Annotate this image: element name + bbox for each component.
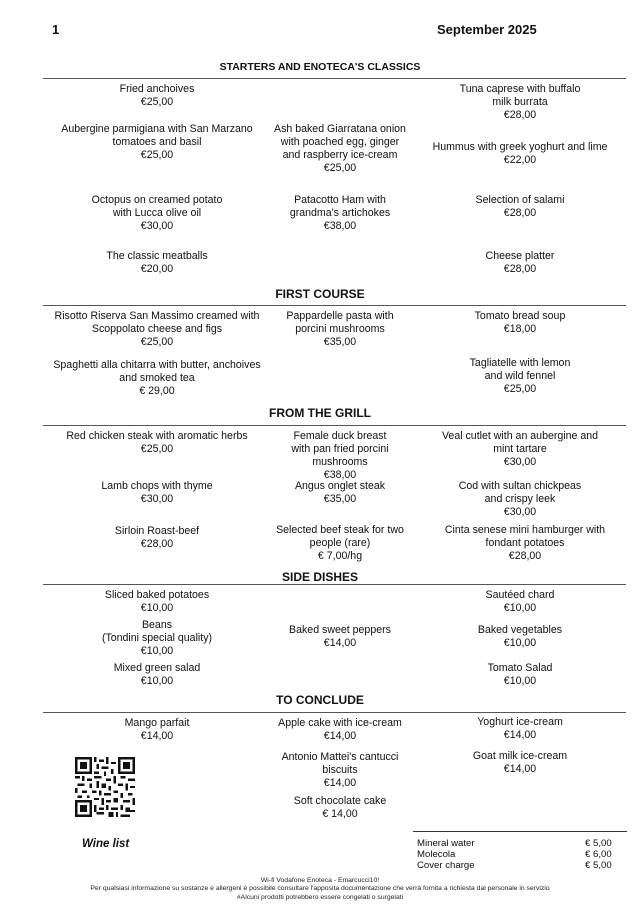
menu-item	[44, 359, 270, 398]
menu-item	[425, 589, 615, 615]
item-name: Cheese platter	[485, 250, 555, 262]
footer-allergens: Per qualsiasi informazione su sostanze e allergeni è possibile consultare l'apposita documentazione che verrà fornita a richiesta dal personale in servizio	[90, 885, 550, 893]
item-price: €14,00	[323, 637, 357, 649]
item-name: Fried anchoives	[119, 83, 195, 95]
item-name: Apple cake with ice-cream	[278, 717, 402, 729]
menu-item	[62, 717, 252, 743]
item-price: €14,00	[323, 777, 357, 789]
item-name: Soft chocolate cake	[293, 795, 387, 807]
item-name: Tagliatelle with lemon and wild fennel	[469, 357, 571, 382]
item-price: €28,00	[503, 207, 537, 219]
item-price: €30,00	[140, 493, 174, 505]
menu-item	[425, 624, 615, 650]
item-name: Cinta senese mini hamburger with fondant potatoes	[444, 524, 606, 549]
item-name: Sirloin Roast-beef	[114, 525, 200, 537]
menu-item	[455, 83, 585, 122]
item-price: €14,00	[503, 763, 537, 775]
item-name: Baked vegetables	[477, 624, 563, 636]
menu-item	[62, 250, 252, 276]
section-title-grill: FROM THE GRILL	[269, 406, 371, 420]
extras-label: Cover charge	[417, 860, 475, 871]
menu-item	[460, 357, 580, 396]
menu-item	[425, 662, 615, 688]
section-divider	[43, 712, 626, 713]
item-name: Angus onglet steak	[294, 480, 386, 492]
menu-item	[425, 716, 615, 742]
item-name: Lamb chops with thyme	[101, 480, 213, 492]
item-price: €30,00	[140, 220, 174, 232]
menu-item	[278, 310, 402, 349]
item-price: €25,00	[140, 336, 174, 348]
item-price: €28,00	[503, 109, 537, 121]
section-divider	[43, 425, 626, 426]
extras-label: Molecola	[417, 849, 456, 860]
item-price: €28,00	[508, 550, 542, 562]
menu-item	[62, 525, 252, 551]
item-name: Antonio Mattei's cantucci biscuits	[281, 751, 399, 776]
menu-item	[425, 250, 615, 276]
menu-item	[268, 717, 412, 743]
item-name: Tomato bread soup	[474, 310, 566, 322]
item-price: €14,00	[323, 730, 357, 742]
item-name: Hummus with greek yoghurt and lime	[432, 141, 608, 153]
item-name: Risotto Riserva San Massimo creamed with Scoppolato cheese and figs	[54, 310, 260, 335]
section-title-to-conclude: TO CONCLUDE	[276, 693, 364, 707]
menu-item	[270, 524, 410, 563]
item-price: €10,00	[503, 675, 537, 687]
item-name: Sautéed chard	[485, 589, 555, 601]
item-name: Tuna caprese with buffalo milk burrata	[459, 83, 581, 108]
item-price: €25,00	[140, 149, 174, 161]
menu-item	[425, 750, 615, 776]
section-divider	[43, 305, 626, 306]
menu-item	[420, 141, 620, 167]
menu-item	[62, 662, 252, 688]
menu-item	[440, 524, 610, 563]
item-name: Patacotto Ham with grandma's artichokes	[289, 194, 391, 219]
item-price: €28,00	[140, 538, 174, 550]
item-name: Mango parfait	[124, 717, 190, 729]
menu-date: September 2025	[437, 22, 537, 37]
item-price: €38,00	[323, 220, 357, 232]
item-price: €25,00	[140, 96, 174, 108]
menu-item	[450, 480, 590, 519]
item-price: €18,00	[503, 323, 537, 335]
item-name: Cod with sultan chickpeas and crispy leek	[458, 480, 582, 505]
menu-item	[268, 795, 412, 821]
extras-table	[413, 831, 627, 871]
item-name: Sliced baked potatoes	[104, 589, 210, 601]
menu-item	[425, 194, 615, 220]
item-price: €30,00	[503, 506, 537, 518]
section-title-starters: STARTERS AND ENOTECA'S CLASSICS	[219, 61, 421, 73]
qr-code[interactable]	[75, 757, 135, 817]
menu-item	[62, 480, 252, 506]
item-price: €10,00	[503, 602, 537, 614]
item-name: Female duck breast with pan fried porcini mushrooms	[291, 430, 389, 468]
item-name: Selected beef steak for two people (rare)	[276, 524, 404, 549]
item-price: € 7,00/hg	[317, 550, 363, 562]
extras-price: € 5,00	[585, 838, 612, 849]
item-name: Ash baked Giarratana onion with poached egg, ginger and raspberry ice-cream	[274, 123, 406, 161]
item-price: €35,00	[323, 336, 357, 348]
item-price: €25,00	[323, 162, 357, 174]
menu-item	[62, 83, 252, 109]
menu-item	[268, 624, 412, 650]
item-name: The classic meatballs	[106, 250, 208, 262]
item-price: €14,00	[140, 730, 174, 742]
extras-price: € 5,00	[585, 860, 612, 871]
menu-item	[62, 619, 252, 658]
extras-label: Mineral water	[417, 838, 475, 849]
footer-wifi: Wi-fi Vodafone Enoteca - Emarcucci10!	[260, 877, 380, 884]
extras-row	[413, 849, 627, 860]
item-price: €35,00	[323, 493, 357, 505]
item-price: €22,00	[503, 154, 537, 166]
item-name: Pappardelle pasta with porcini mushrooms	[286, 310, 394, 335]
menu-item	[268, 480, 412, 506]
item-price: €14,00	[503, 729, 537, 741]
item-name: Spaghetti alla chitarra with butter, anchoives and smoked tea	[53, 359, 261, 384]
menu-item	[44, 430, 270, 456]
item-price: €10,00	[140, 645, 174, 657]
item-name: Yoghurt ice-cream	[477, 716, 563, 728]
footer	[0, 877, 640, 902]
item-price: €10,00	[140, 675, 174, 687]
item-name: Goat milk ice-cream	[472, 750, 568, 762]
item-note: (Tondini special quality)	[101, 632, 213, 644]
item-name: Tomato Salad	[487, 662, 553, 674]
item-name: Beans	[141, 619, 173, 631]
section-divider	[43, 584, 626, 585]
section-title-side-dishes: SIDE DISHES	[281, 570, 359, 584]
item-name: Red chicken steak with aromatic herbs	[66, 430, 248, 442]
extras-row	[413, 860, 627, 871]
menu-item	[52, 123, 262, 162]
section-divider	[43, 78, 626, 79]
item-price: € 14,00	[322, 808, 358, 820]
item-price: €28,00	[503, 263, 537, 275]
item-price: €30,00	[503, 456, 537, 468]
menu-item	[284, 430, 396, 482]
footer-frozen-note: #Alcuni prodotti potrebbero essere congelati o surgelati	[236, 893, 404, 901]
wine-list-link[interactable]: Wine list	[82, 838, 130, 850]
item-name: Veal cutlet with an aubergine and mint tartare	[441, 430, 599, 455]
item-name: Aubergine parmigiana with San Marzano tomatoes and basil	[61, 123, 253, 148]
item-name: Octopus on creamed potato with Lucca olive oil	[91, 194, 223, 219]
item-price: €20,00	[140, 263, 174, 275]
item-price: €10,00	[140, 602, 174, 614]
menu-item	[425, 310, 615, 336]
menu-item	[62, 589, 252, 615]
section-title-first-course: FIRST COURSE	[275, 287, 365, 301]
item-price: €10,00	[503, 637, 537, 649]
item-price: €38,00	[323, 469, 357, 481]
item-name: Baked sweet peppers	[289, 624, 391, 636]
menu-item	[272, 751, 408, 790]
page-number: 1	[52, 22, 60, 37]
extras-price: € 6,00	[585, 849, 612, 860]
menu-item	[440, 430, 600, 469]
menu-item	[272, 123, 408, 175]
item-name: Selection of salami	[475, 194, 565, 206]
item-price: €25,00	[140, 443, 174, 455]
menu-item	[278, 194, 402, 233]
item-price: € 29,00	[139, 385, 175, 397]
menu-item	[82, 194, 232, 233]
item-price: €25,00	[503, 383, 537, 395]
menu-item	[44, 310, 270, 349]
extras-row	[413, 832, 627, 849]
item-name: Mixed green salad	[113, 662, 201, 674]
